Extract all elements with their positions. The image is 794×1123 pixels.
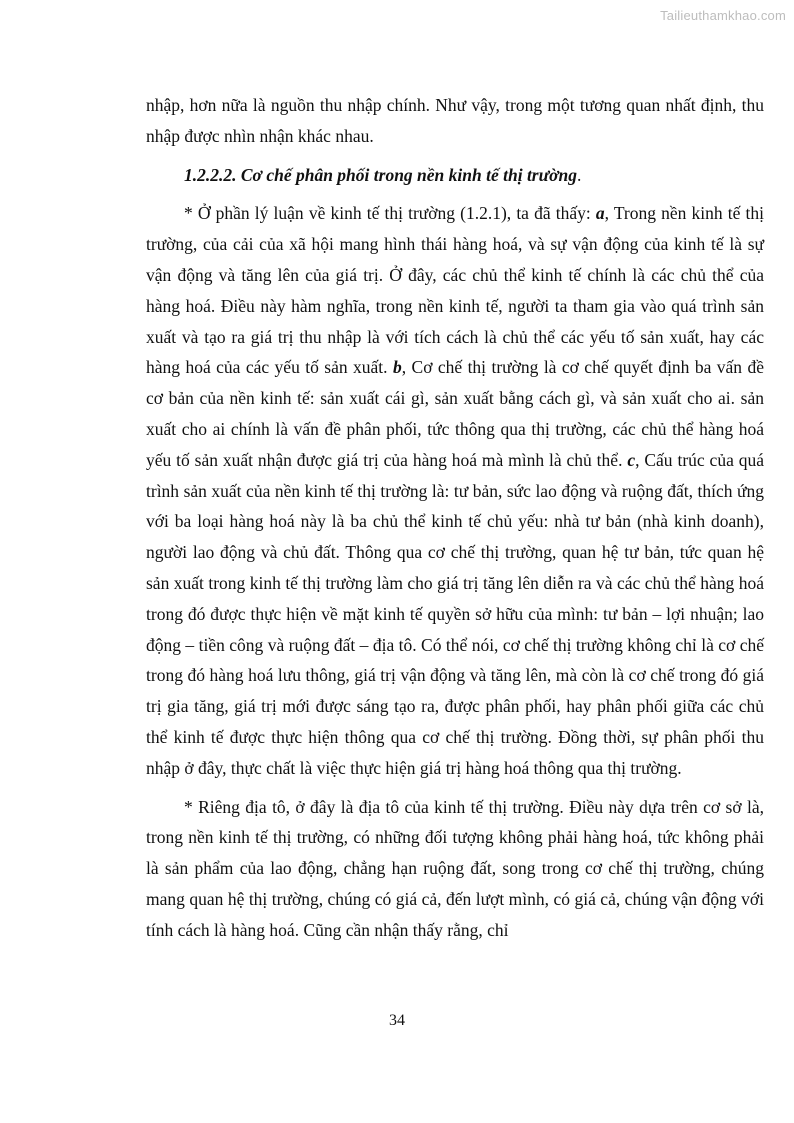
watermark-text: Tailieuthamkhao.com [660, 8, 786, 23]
item-label-b: b [392, 357, 402, 378]
item-label-a: a [595, 203, 605, 224]
page-number: 34 [389, 1012, 405, 1029]
paragraph-text: , Cơ chế thị trường là cơ chế quyết định ba vấn đề cơ bản của nền kinh tế: sản xuất cái gì, sản xuất bằng cách gì, và sản xuất cho ai. sản xuất cho ai chính là vấn đề phân phối, tức thông qua thị trường, các chủ thể hàng hoá yếu tố sản xuất nhận được giá trị của hàng hoá mà mình là chủ thể. [146, 357, 764, 470]
paragraph-text: * Ở phần lý luận về kinh tế thị trường (1.2.1), ta đã thấy: [184, 203, 596, 224]
paragraph-text: , Cấu trúc của quá trình sản xuất của nền kinh tế thị trường là: tư bản, sức lao động và ruộng đất, thích ứng với ba loại hàng hoá này là ba chủ thể kinh tế chủ yếu: nhà tư bản (nhà kinh doanh), người lao động và chủ đất. Thông qua cơ chế thị trường, quan hệ tư bản, tức quan hệ sản xuất trong kinh tế thị trường làm cho giá trị tăng lên diễn ra và các chủ thể hàng hoá trong đó được thực hiện về mặt kinh tế quyền sở hữu của mình: tư bản – lợi nhuận; lao động – tiền công và ruộng đất – địa tô. Có thể nói, cơ chế thị trường không chỉ là cơ chế trong đó hàng hoá lưu thông, giá trị vận động và tăng lên, mà còn là cơ chế trong đó giá trị gia tăng, giá trị mới được sáng tạo ra, được phân phối, hay phân phối giữa các chủ thể kinh tế được thực hiện thông qua cơ chế thị trường. Đồng thời, sự phân phối thu nhập ở đây, thực chất là việc thực hiện giá trị hàng hoá thông qua thị trường. [146, 449, 764, 778]
document-body [146, 90, 764, 946]
item-label-c: c [627, 449, 636, 470]
section-heading-period: . [576, 164, 582, 185]
paragraph-land-rent: * Riêng địa tô, ở đây là địa tô của kinh tế thị trường. Điều này dựa trên cơ sở là, trong nền kinh tế thị trường, có những đối tượng không phải hàng hoá, tức không phải là sản phẩm của lao động, chẳng hạn ruộng đất, song trong cơ chế thị trường, chúng mang quan hệ thị trường, chúng có giá cả, đến lượt mình, có giá cả, chúng vận động với tính cách là hàng hoá. Cũng cần nhận thấy rằng, chỉ [146, 796, 764, 940]
section-heading [146, 160, 764, 191]
paragraph-continuation: nhập, hơn nữa là nguồn thu nhập chính. Như vậy, trong một tương quan nhất định, thu nhập được nhìn nhận khác nhau. [146, 95, 764, 146]
section-heading-text: 1.2.2.2. Cơ chế phân phối trong nền kinh tế thị trường [184, 164, 577, 185]
paragraph-market-mechanism [146, 198, 764, 783]
paragraph-text: , Trong nền kinh tế thị trường, của cải của xã hội mang hình thái hàng hoá, và sự vận động của kinh tế là sự vận động và tăng lên của giá trị. Ở đây, các chủ thể kinh tế chính là các chủ thể của hàng hoá. Điều này hàm nghĩa, trong nền kinh tế, người ta tham gia vào quá trình sản xuất và tạo ra giá trị thu nhập là với tích cách là chủ thể các yếu tố sản xuất, hay các hàng hoá của các yếu tố sản xuất. [146, 203, 764, 378]
